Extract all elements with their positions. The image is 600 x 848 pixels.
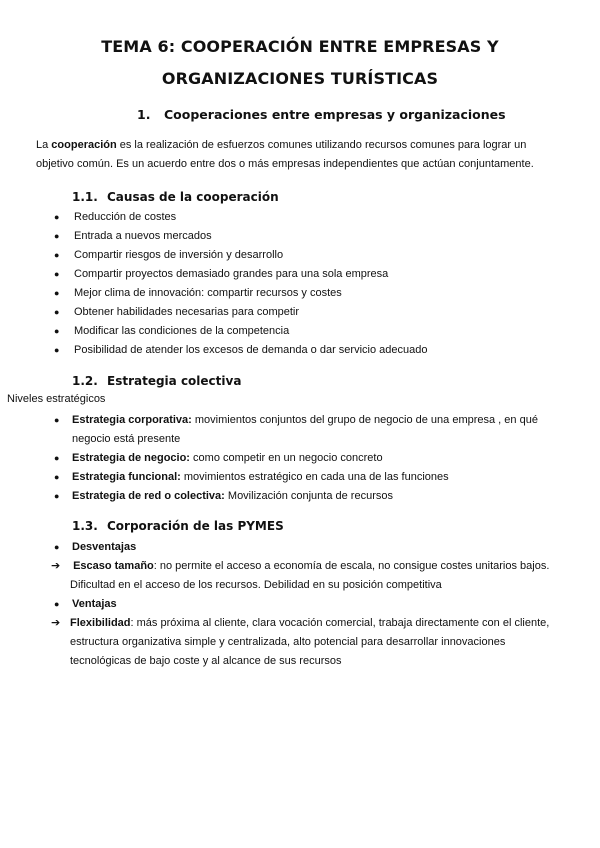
bullet-dot-icon: ●	[54, 288, 60, 298]
list-item	[54, 265, 427, 284]
list-item	[54, 246, 427, 265]
list-item-text: Reducción de costes	[74, 211, 177, 223]
doc-title-line2: ORGANIZACIONES TURÍSTICAS	[161, 69, 439, 88]
disadvantages-label: Desventajas	[72, 541, 137, 553]
list-item	[54, 227, 427, 246]
list-item-text: Posibilidad de atender los excesos de demanda o dar servicio adecuado	[74, 344, 428, 356]
list-item	[54, 449, 562, 468]
list-item	[54, 341, 428, 360]
doc-title-line1: TEMA 6: COOPERACIÓN ENTRE EMPRESAS Y	[101, 37, 499, 56]
bullet-dot-icon: ●	[54, 231, 60, 241]
disadvantages-heading	[54, 538, 562, 557]
strategy-term: Estrategia de red o colectiva:	[72, 490, 225, 502]
disadvantages-item	[51, 557, 560, 595]
bullet-dot-icon: ●	[54, 269, 60, 279]
bullet-dot-icon: ●	[54, 326, 60, 336]
advantages-item	[51, 614, 560, 671]
advantage-term: Flexibilidad	[70, 617, 131, 629]
bullet-dot-icon: ●	[54, 345, 60, 355]
advantage-desc: : más próxima al cliente, clara vocación comercial, trabaja directamente con el cliente, estructura organizativa simple y centralizada, alto potencial para desarrollar innovaciones tecnológicas de bajo coste y al alcance de sus recursos	[70, 617, 550, 667]
subsection-heading-1-3	[72, 519, 284, 533]
bullet-dot-icon: ●	[54, 415, 60, 425]
intro-bold-term: cooperación	[51, 139, 117, 151]
intro-post: es la realización de esfuerzos comunes utilizando recursos comunes para lograr un objetivo común. Es un acuerdo entre dos o más empresas independientes que actúan conjuntamente.	[36, 139, 534, 170]
subsection-heading-1-1	[72, 190, 279, 204]
subsection-title: Causas de la cooperación	[107, 190, 279, 204]
list-item	[54, 284, 427, 303]
list-item	[54, 487, 562, 506]
bullet-dot-icon: ●	[54, 491, 60, 501]
intro-pre: La	[36, 139, 52, 151]
advantages-label: Ventajas	[72, 598, 117, 610]
list-item-text: Mejor clima de innovación: compartir recursos y costes	[74, 287, 342, 299]
subsection-title: Estrategia colectiva	[107, 374, 242, 388]
section-number: 1.	[137, 107, 151, 122]
intro-paragraph	[36, 136, 556, 174]
bullet-dot-icon: ●	[54, 542, 60, 552]
section-title: Cooperaciones entre empresas y organizaciones	[164, 107, 506, 122]
disadvantage-term: Escaso tamaño	[73, 560, 154, 572]
subsection-heading-1-2	[72, 374, 241, 388]
strategy-term: Estrategia funcional:	[72, 471, 181, 483]
list-item-text: Compartir proyectos demasiado grandes para una sola empresa	[74, 268, 389, 280]
subsection-number: 1.1.	[72, 190, 98, 204]
strategy-desc: Movilización conjunta de recursos	[224, 490, 393, 502]
list-item	[54, 411, 562, 449]
list-item	[54, 303, 427, 322]
disadvantage-desc: : no permite el acceso a economía de escala, no consigue costes unitarios bajos. Dificultad en el acceso de los recursos. Debilidad en su posición competitiva	[70, 560, 550, 591]
bullet-dot-icon: ●	[54, 472, 60, 482]
list-item-text: Entrada a nuevos mercados	[74, 230, 212, 242]
strategy-term: Estrategia corporativa:	[72, 414, 192, 426]
arrow-right-icon: ➔	[51, 560, 61, 572]
list-item	[54, 468, 562, 487]
list-item-text: Compartir riesgos de inversión y desarrollo	[74, 249, 284, 261]
bullet-dot-icon: ●	[54, 212, 60, 222]
strategy-list	[54, 411, 562, 506]
list-item	[54, 208, 427, 227]
strategic-levels-label: Niveles estratégicos	[7, 393, 106, 405]
strategy-desc: movimientos conjuntos del grupo de negocio de una empresa , en qué negocio está presente	[72, 414, 538, 445]
section-heading-1	[137, 107, 506, 122]
subsection-number: 1.2.	[72, 374, 98, 388]
list-item	[54, 322, 427, 341]
strategy-desc: como competir en un negocio concreto	[189, 452, 383, 464]
causes-list	[54, 208, 428, 360]
bullet-dot-icon: ●	[54, 453, 60, 463]
strategy-term: Estrategia de negocio:	[72, 452, 190, 464]
subsection-title: Corporación de las PYMES	[107, 519, 284, 533]
strategy-desc: movimientos estratégico en cada una de las funciones	[180, 471, 449, 483]
bullet-dot-icon: ●	[54, 250, 60, 260]
list-item-text: Obtener habilidades necesarias para competir	[74, 306, 300, 318]
list-item-text: Modificar las condiciones de la competencia	[74, 325, 290, 337]
subsection-number: 1.3.	[72, 519, 98, 533]
bullet-dot-icon: ●	[54, 307, 60, 317]
advantages-heading	[54, 595, 562, 614]
bullet-dot-icon: ●	[54, 599, 60, 609]
arrow-right-icon: ➔	[51, 617, 61, 629]
